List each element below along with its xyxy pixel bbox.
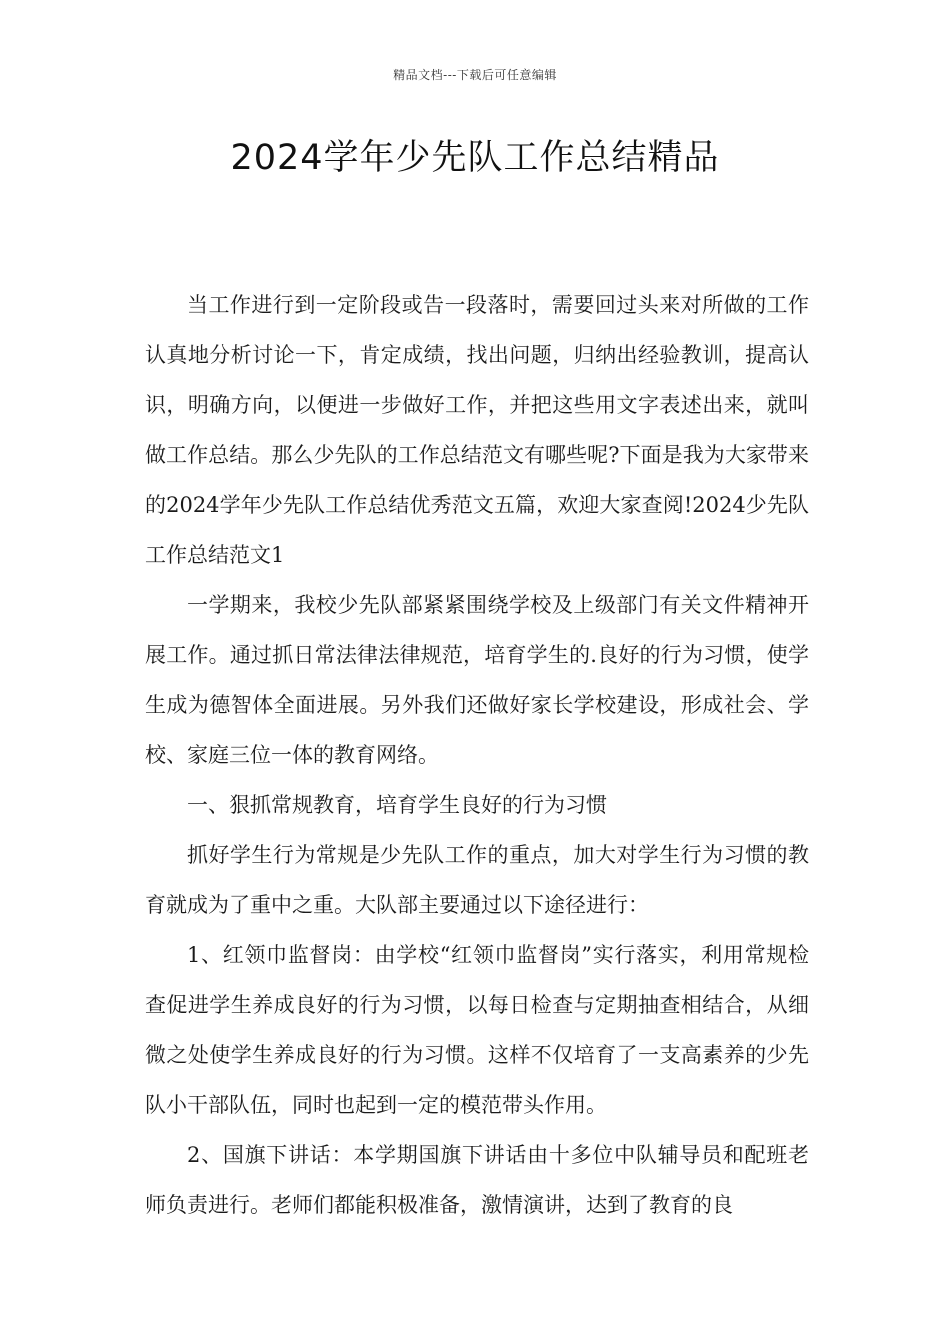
header-note: 精品文档---下载后可任意编辑 bbox=[393, 68, 557, 82]
section-heading-1: 一、狠抓常规教育，培育学生良好的行为习惯 bbox=[187, 793, 607, 817]
paragraph-section-1: 抓好学生行为常规是少先队工作的重点，加大对学生行为习惯的教育就成为了重中之重。大队部主要通过以下途径进行： bbox=[145, 843, 809, 917]
paragraph-intro: 当工作进行到一定阶段或告一段落时，需要回过头来对所做的工作认真地分析讨论一下，肯定成绩，找出问题，归纳出经验教训，提高认识，明确方向，以便进一步做好工作，并把这些用文字表述出来，就叫做工作总结。那么少先队的工作总结范文有哪些呢?下面是我为大家带来的2024学年少先队工作总结优秀范文五篇，欢迎大家查阅!2024少先队工作总结范文1 bbox=[145, 293, 809, 567]
document-title: 2024学年少先队工作总结精品 bbox=[230, 138, 720, 178]
paragraph-item-2: 2、国旗下讲话：本学期国旗下讲话由十多位中队辅导员和配班老师负责进行。老师们都能积极准备，激情演讲，达到了教育的良 bbox=[145, 1143, 809, 1217]
paragraph-item-1: 1、红领巾监督岗：由学校“红领巾监督岗”实行落实，利用常规检查促进学生养成良好的行为习惯，以每日检查与定期抽查相结合，从细微之处使学生养成良好的行为习惯。这样不仅培育了一支高素养的少先队小干部队伍，同时也起到一定的模范带头作用。 bbox=[145, 943, 809, 1117]
document-body bbox=[145, 280, 809, 1230]
paragraph-overview: 一学期来，我校少先队部紧紧围绕学校及上级部门有关文件精神开展工作。通过抓日常法律法律规范，培育学生的.良好的行为习惯，使学生成为德智体全面进展。另外我们还做好家长学校建设，形成社会、学校、家庭三位一体的教育网络。 bbox=[145, 593, 809, 767]
